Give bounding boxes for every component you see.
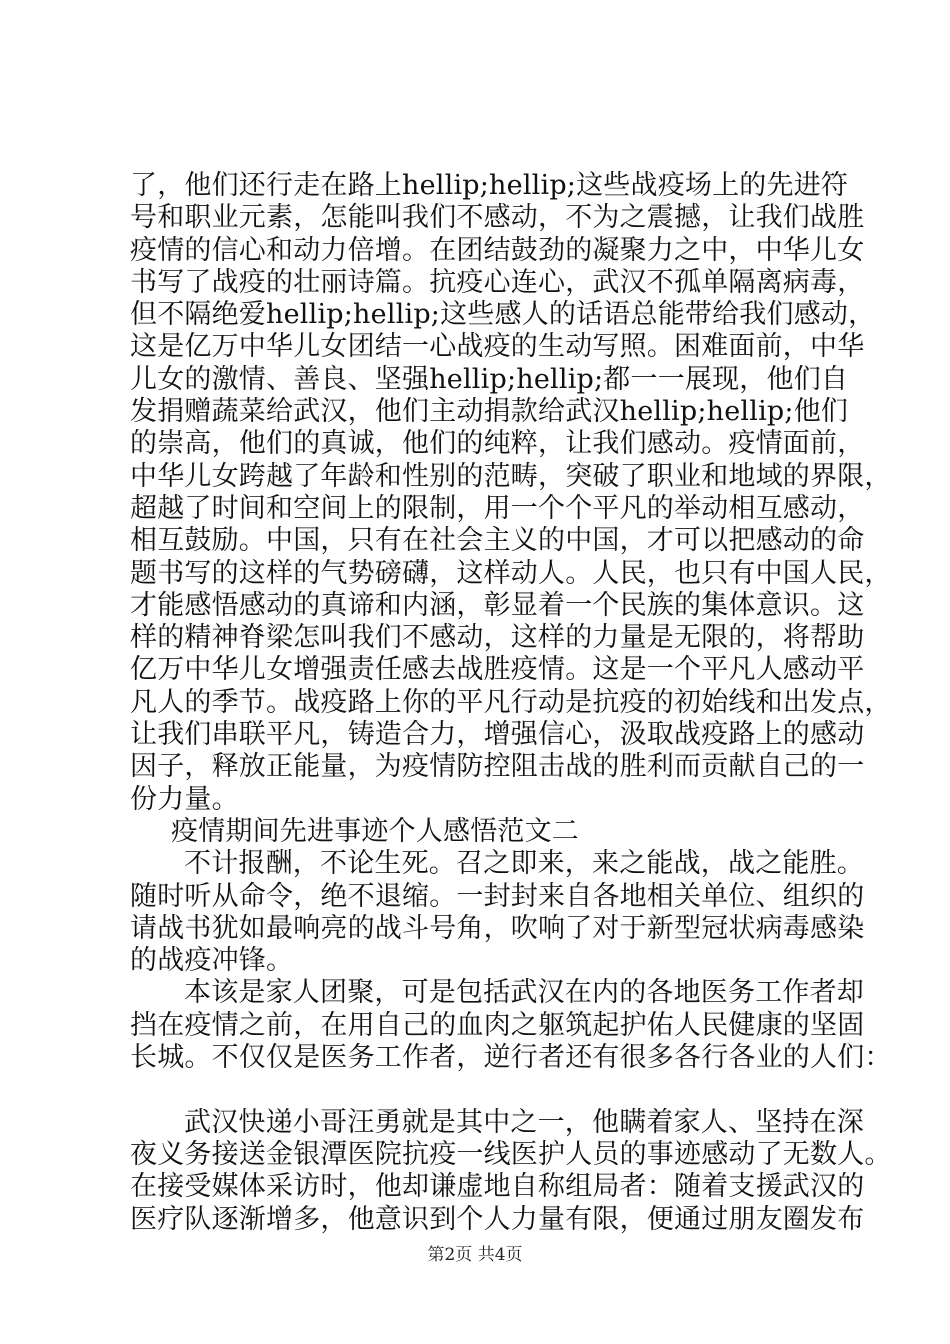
text-line: 随时听从命令，绝不退缩。一封封来自各地相关单位、组织的 xyxy=(130,880,865,912)
text-line: 题书写的这样的气势磅礴，这样动人。人民，也只有中国人民， xyxy=(130,557,892,589)
text-line: 本该是家人团聚，可是包括武汉在内的各地医务工作者却 xyxy=(184,977,864,1009)
text-line: 让我们串联平凡，铸造合力，增强信心，汲取战疫路上的感动 xyxy=(130,719,865,751)
text-line: 超越了时间和空间上的限制，用一个个平凡的举动相互感动， xyxy=(130,492,865,524)
text-line: 中华儿女跨越了年龄和性别的范畴，突破了职业和地域的界限， xyxy=(130,460,892,492)
text-line: 了，他们还行走在路上hellip;hellip;这些战疫场上的先进符 xyxy=(130,170,849,201)
text-line: 儿女的激情、善良、坚强hellip;hellip;都一一展现，他们自 xyxy=(130,363,849,395)
text-line: 不计报酬，不论生死。召之即来，来之能战，战之能胜。 xyxy=(184,848,864,880)
text-line: 相互鼓励。中国，只有在社会主义的中国，才可以把感动的命 xyxy=(130,525,865,557)
text-line: 凡人的季节。战疫路上你的平凡行动是抗疫的初始线和出发点， xyxy=(130,686,892,718)
document-body xyxy=(130,170,892,1236)
text-line: 号和职业元素，怎能叫我们不感动，不为之震撼，让我们战胜 xyxy=(130,202,865,234)
paragraph xyxy=(130,848,865,977)
text-line: 书写了战疫的壮丽诗篇。抗疫心连心，武汉不孤单隔离病毒， xyxy=(130,266,865,298)
text-line: 在接受媒体采访时，他却谦虚地自称组局者：随着支援武汉的 xyxy=(130,1171,865,1203)
text-line: 夜义务接送金银潭医院抗疫一线医护人员的事迹感动了无数人。 xyxy=(130,1138,892,1170)
text-line: 才能感悟感动的真谛和内涵，彰显着一个民族的集体意识。这 xyxy=(130,589,865,621)
paragraph xyxy=(130,1106,892,1236)
paragraph-continuation xyxy=(130,170,892,816)
text-line: 医疗队逐渐增多，他意识到个人力量有限，便通过朋友圈发布 xyxy=(130,1203,865,1235)
blank-line xyxy=(130,1074,850,1106)
text-line: 长城。不仅仅是医务工作者，逆行者还有很多各行各业的人们： xyxy=(130,1042,892,1074)
text-line: 武汉快递小哥汪勇就是其中之一，他瞒着家人、坚持在深 xyxy=(184,1106,864,1138)
text-line: 请战书犹如最响亮的战斗号角，吹响了对于新型冠状病毒感染 xyxy=(130,912,865,944)
text-line: 的崇高，他们的真诚，他们的纯粹，让我们感动。疫情面前， xyxy=(130,428,865,460)
text-line: 因子，释放正能量，为疫情防控阻击战的胜利而贡献自己的一 xyxy=(130,751,865,783)
text-line: 亿万中华儿女增强责任感去战胜疫情。这是一个平凡人感动平 xyxy=(130,654,865,686)
text-line: 发捐赠蔬菜给武汉，他们主动捐款给武汉hellip;hellip;他们 xyxy=(130,396,849,428)
text-line: 样的精神脊梁怎叫我们不感动，这样的力量是无限的，将帮助 xyxy=(130,622,865,654)
text-line: 这是亿万中华儿女团结一心战疫的生动写照。困难面前，中华 xyxy=(130,331,865,363)
text-line: 的战疫冲锋。 xyxy=(130,945,294,977)
page-number-footer: 第2页 共4页 xyxy=(427,1245,523,1265)
paragraph xyxy=(130,977,892,1074)
text-line: 份力量。 xyxy=(130,783,239,815)
text-line: 但不隔绝爱hellip;hellip;这些感人的话语总能带给我们感动， xyxy=(130,299,876,331)
text-line: 疫情的信心和动力倍增。在团结鼓劲的凝聚力之中，中华儿女 xyxy=(130,234,865,266)
text-line: 挡在疫情之前，在用自己的血肉之躯筑起护佑人民健康的坚固 xyxy=(130,1009,865,1041)
section-heading: 疫情期间先进事迹个人感悟范文二 xyxy=(171,815,579,847)
